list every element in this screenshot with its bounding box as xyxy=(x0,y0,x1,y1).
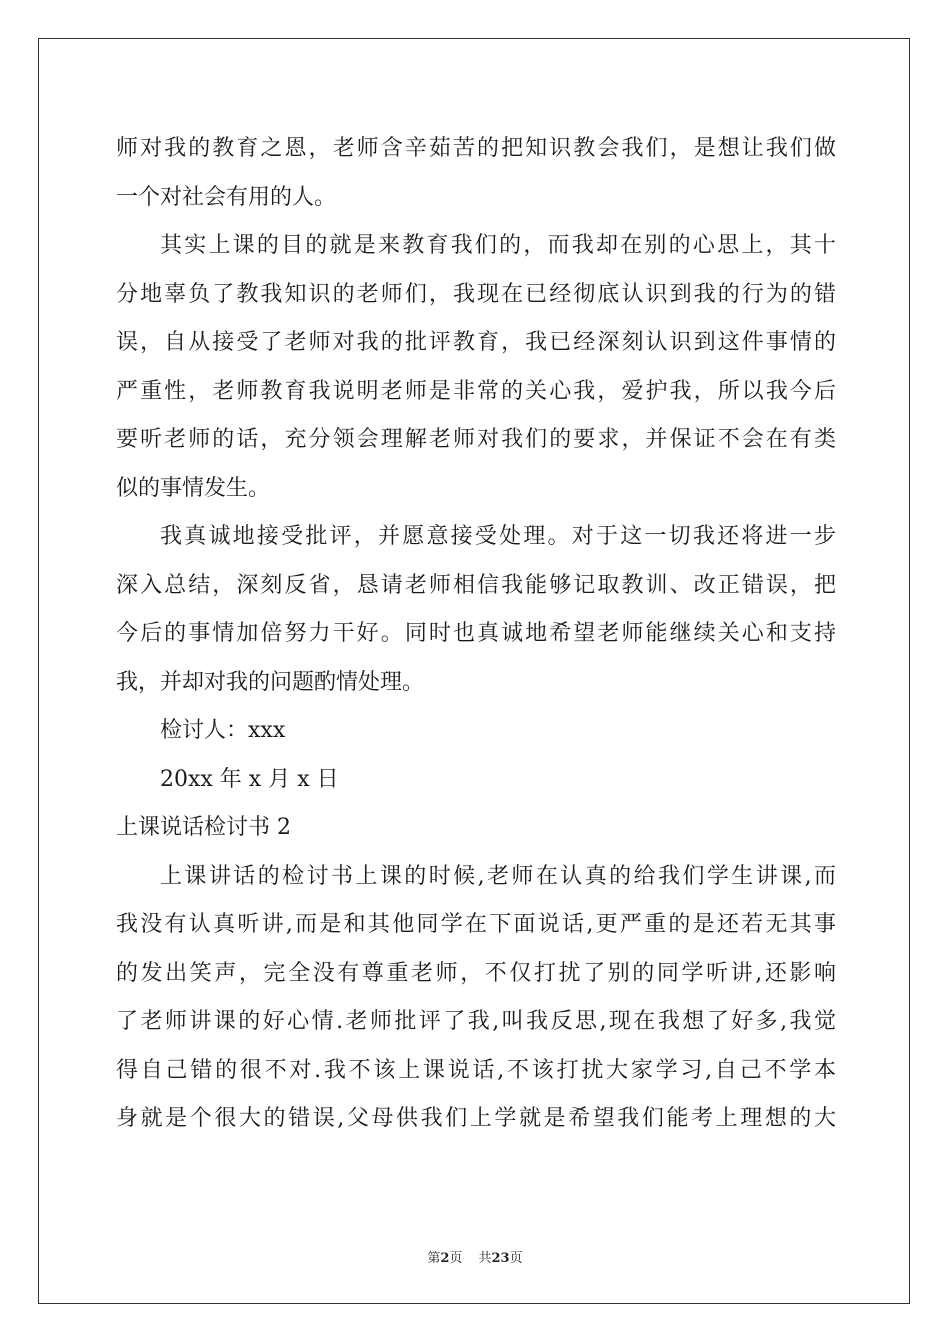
text-line-7: 要听老师的话，充分领会理解老师对我们的要求，并保证不会在有类 xyxy=(116,427,836,452)
text-line-19: 了老师讲课的好心情.老师批评了我,叫我反思,现在我想了好多,我觉 xyxy=(116,1009,836,1034)
text-line-20: 得自己错的很不对.我不该上课说话,不该打扰大家学习,自己不学本 xyxy=(116,1057,836,1083)
section-heading: 上课说话检讨书 2 xyxy=(116,815,291,840)
date-line: 20xx 年 x 月 x 日 xyxy=(160,766,339,792)
text-line-9: 我真诚地接受批评，并愿意接受处理。对于这一切我还将进一步 xyxy=(160,524,836,549)
text-line-1: 师对我的教育之恩，老师含辛茹苦的把知识教会我们，是想让我们做 xyxy=(116,136,836,161)
page-suffix: 页 xyxy=(449,1251,463,1266)
text-line-21: 身就是个很大的错误,父母供我们上学就是希望我们能考上理想的大 xyxy=(116,1106,836,1131)
text-line-12: 我，并却对我的问题酌情处理。 xyxy=(116,669,425,695)
text-line-2: 一个对社会有用的人。 xyxy=(116,184,337,210)
text-line-17: 我没有认真听讲,而是和其他同学在下面说话,更严重的是还若无其事 xyxy=(116,912,836,937)
text-line-3: 其实上课的目的就是来教育我们的，而我却在别的心思上，其十 xyxy=(160,233,836,258)
text-line-8: 似的事情发生。 xyxy=(116,475,271,501)
text-line-5: 误，自从接受了老师对我的批评教育，我已经深刻认识到这件事情的 xyxy=(116,330,836,355)
text-line-11: 今后的事情加倍努力干好。同时也真诚地希望老师能继续关心和支持 xyxy=(116,621,836,646)
text-line-6: 严重性，老师教育我说明老师是非常的关心我，爱护我，所以我今后 xyxy=(116,378,836,404)
page-prefix: 第 xyxy=(427,1251,441,1266)
text-line-18: 的发出笑声，完全没有尊重老师，不仅打扰了别的同学听讲,还影响 xyxy=(116,960,836,986)
total-suffix: 页 xyxy=(509,1251,523,1266)
page-number: 2 xyxy=(440,1251,450,1266)
text-line-10: 深入总结，深刻反省，恳请老师相信我能够记取教训、改正错误，把 xyxy=(116,572,836,598)
signature-line: 检讨人：xxx xyxy=(160,718,286,743)
page-footer xyxy=(0,1247,950,1266)
text-line-16: 上课讲话的检讨书上课的时候,老师在认真的给我们学生讲课,而 xyxy=(160,863,836,889)
total-prefix: 共 xyxy=(478,1251,492,1266)
document-body xyxy=(116,125,836,1144)
page-total: 23 xyxy=(491,1251,510,1266)
text-line-4: 分地辜负了教我知识的老师们，我现在已经彻底认识到我的行为的错 xyxy=(116,281,836,307)
